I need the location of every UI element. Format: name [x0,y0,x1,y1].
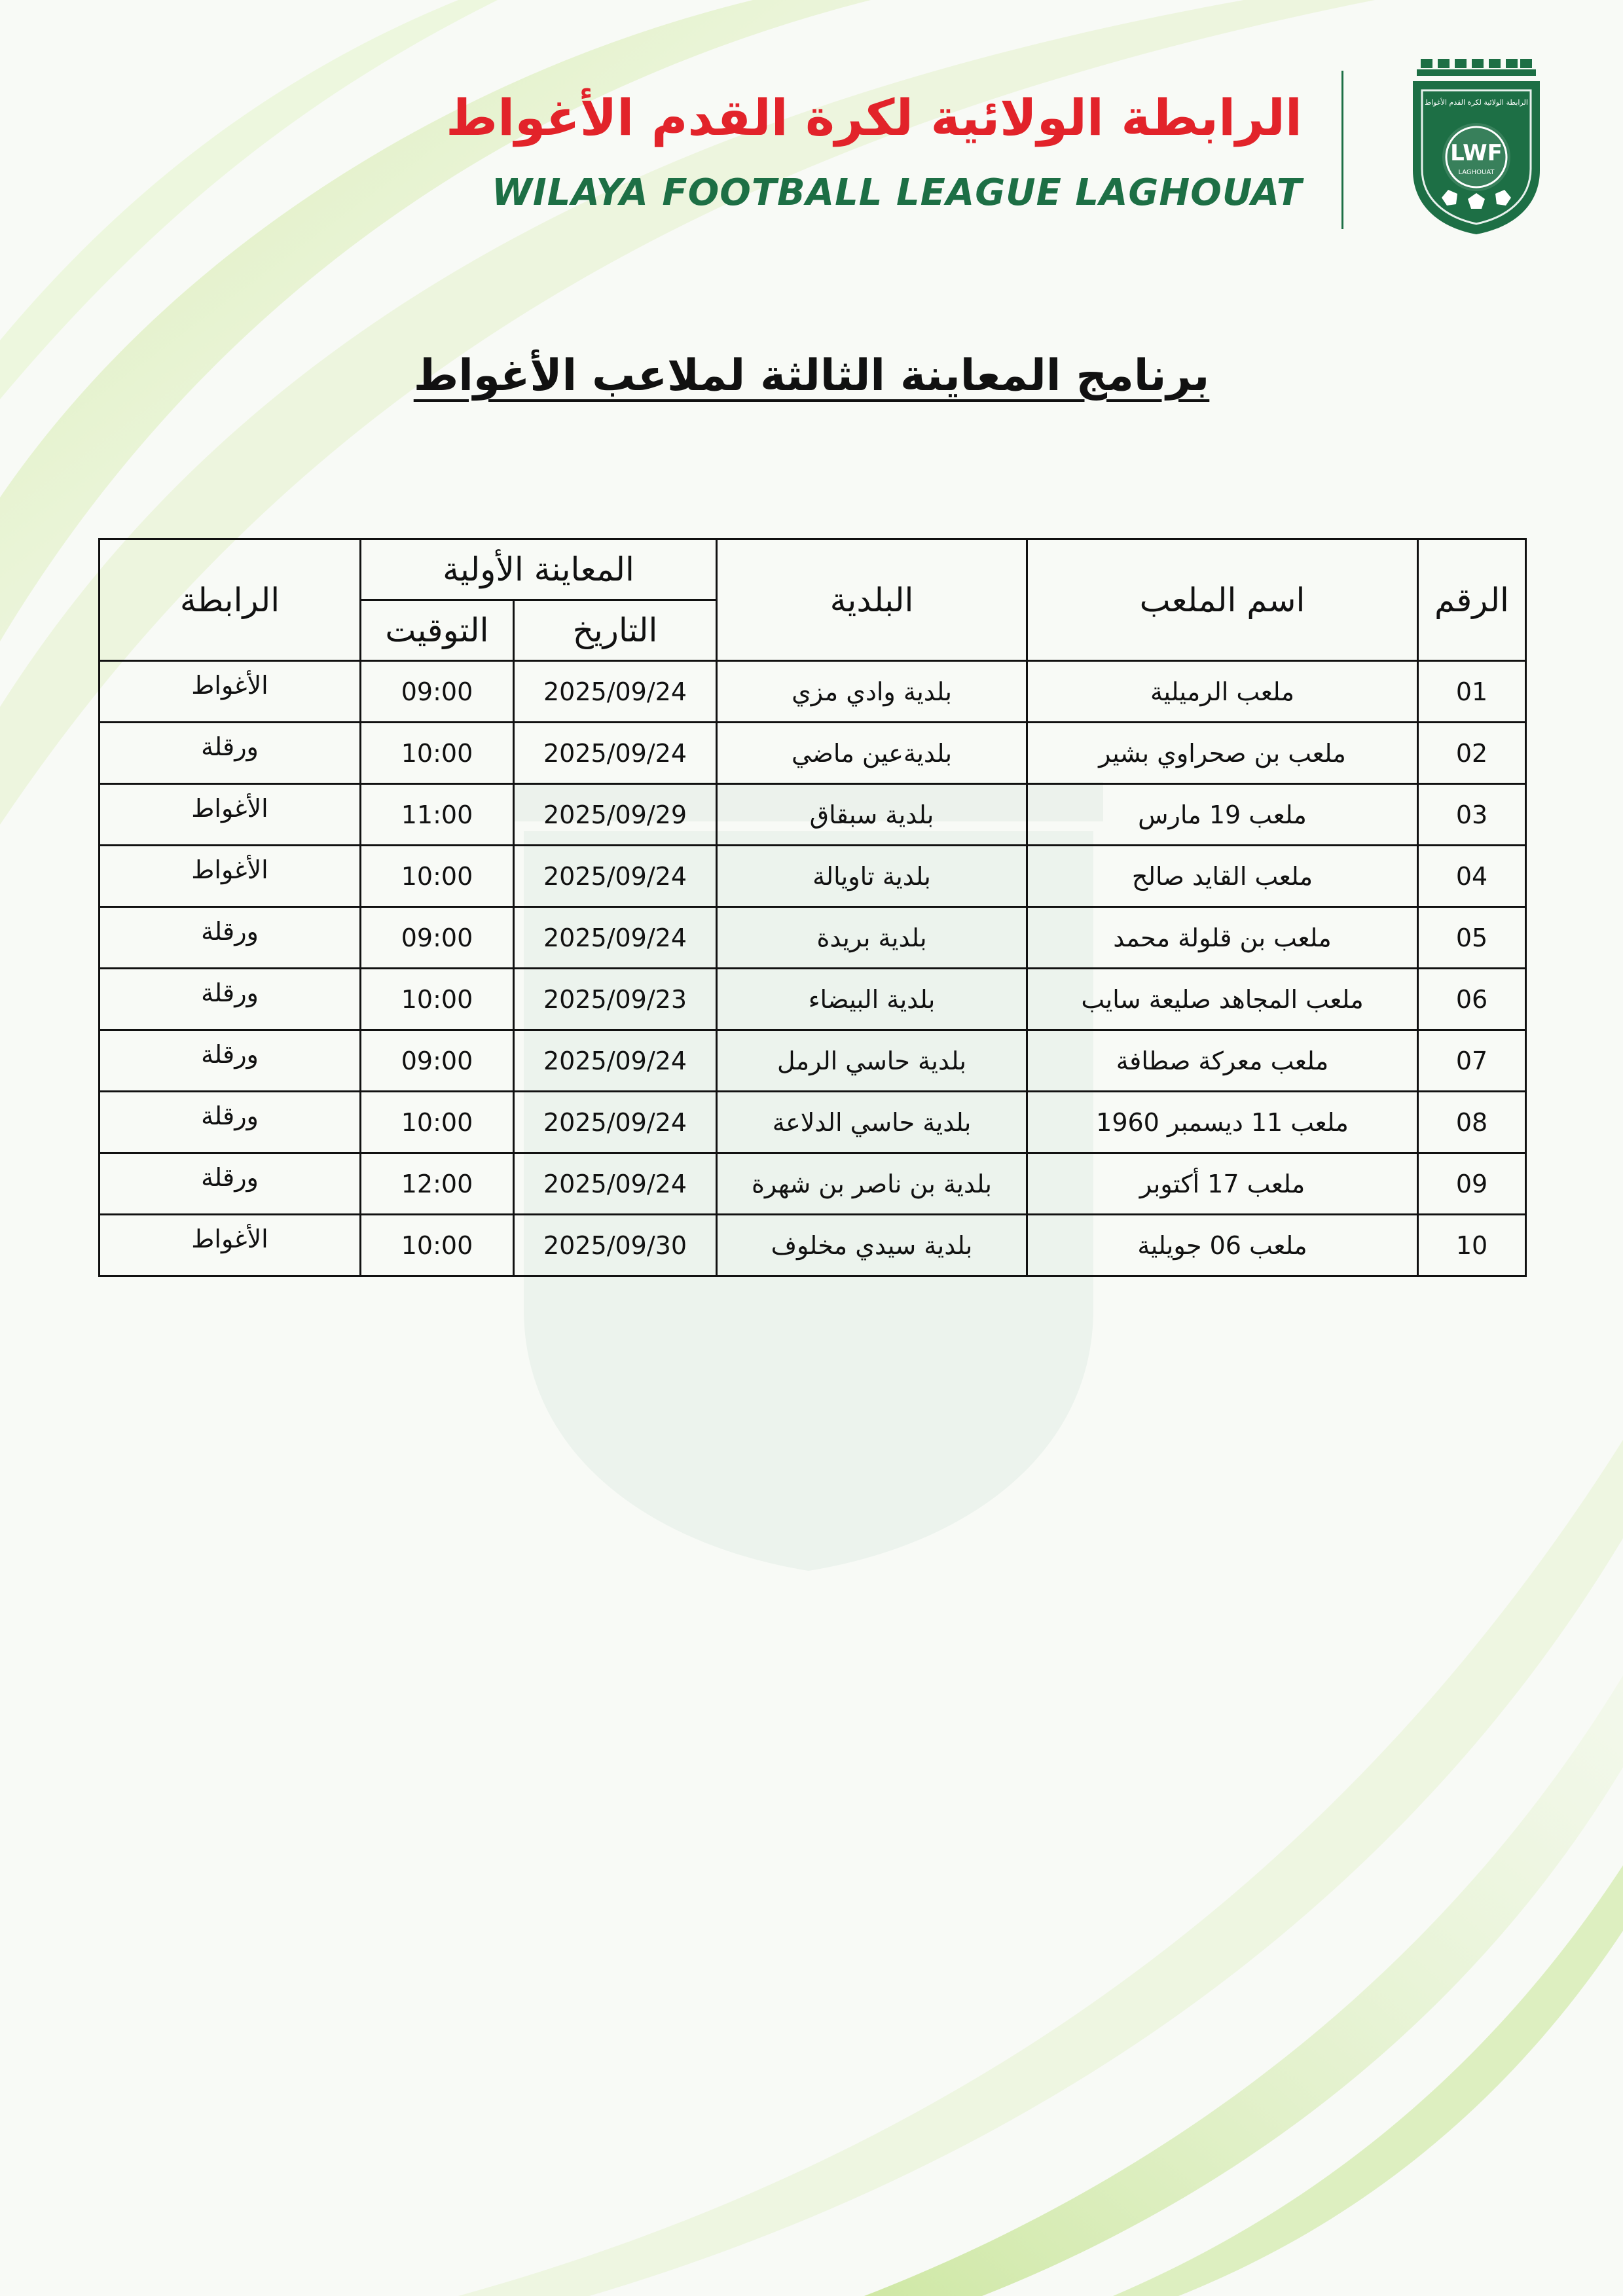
cell-stadium: ملعب بن صحراوي بشير [1027,723,1418,784]
table-row [100,1092,1526,1153]
cell-time: 11:00 [361,784,514,846]
table-row [100,969,1526,1030]
cell-municipality: بلدية بريدة [717,907,1027,969]
cell-time: 10:00 [361,723,514,784]
cell-number: 01 [1418,661,1526,723]
cell-municipality: بلدية حاسي الدلاعة [717,1092,1027,1153]
logo-arc-text: الرابطة الولائية لكرة القدم الأغواط [1425,98,1528,107]
cell-date: 2025/09/24 [514,846,717,907]
cell-date: 2025/09/29 [514,784,717,846]
table-header-row [100,539,1526,600]
cell-time: 09:00 [361,661,514,723]
cell-stadium: ملعب 06 جويلية [1027,1215,1418,1276]
cell-stadium: ملعب 11 ديسمبر 1960 [1027,1092,1418,1153]
table-row [100,1030,1526,1092]
cell-municipality: بلديةعين ماضي [717,723,1027,784]
cell-date: 2025/09/24 [514,723,717,784]
cell-league: الأغواط [100,1215,361,1276]
league-title-english: WILAYA FOOTBALL LEAGUE LAGHOUAT [492,171,1302,214]
cell-league: ورقلة [100,723,361,784]
cell-stadium: ملعب 19 مارس [1027,784,1418,846]
header-divider [1341,71,1343,229]
league-title-arabic: الرابطة الولائية لكرة القدم الأغواط [446,88,1302,147]
table-row [100,661,1526,723]
header-time: التوقيت [361,600,514,661]
cell-municipality: بلدية تاويالة [717,846,1027,907]
battlement-icon [1417,59,1536,76]
cell-stadium: ملعب معركة صطافة [1027,1030,1418,1092]
cell-date: 2025/09/24 [514,1030,717,1092]
cell-date: 2025/09/24 [514,1092,717,1153]
cell-league: ورقلة [100,1030,361,1092]
cell-number: 04 [1418,846,1526,907]
cell-league: ورقلة [100,969,361,1030]
cell-date: 2025/09/24 [514,661,717,723]
cell-stadium: ملعب المجاهد صليعة سايب [1027,969,1418,1030]
cell-municipality: بلدية بن ناصر بن شهرة [717,1153,1027,1215]
header-number: الرقم [1418,539,1526,661]
cell-date: 2025/09/24 [514,1153,717,1215]
cell-number: 05 [1418,907,1526,969]
table-row [100,784,1526,846]
cell-date: 2025/09/30 [514,1215,717,1276]
cell-time: 09:00 [361,1030,514,1092]
cell-league: ورقلة [100,907,361,969]
cell-league: الأغواط [100,661,361,723]
cell-number: 03 [1418,784,1526,846]
cell-time: 10:00 [361,1092,514,1153]
cell-municipality: بلدية وادي مزي [717,661,1027,723]
table-row [100,846,1526,907]
table-row [100,723,1526,784]
cell-league: ورقلة [100,1092,361,1153]
cell-time: 10:00 [361,1215,514,1276]
header-initial-inspection: المعاينة الأولية [361,539,717,600]
cell-stadium: ملعب بن قلولة محمد [1027,907,1418,969]
cell-number: 06 [1418,969,1526,1030]
cell-municipality: بلدية سيدي مخلوف [717,1215,1027,1276]
cell-league: الأغواط [100,784,361,846]
cell-league: الأغواط [100,846,361,907]
table-row [100,1215,1526,1276]
header-league: الرابطة [100,539,361,661]
logo-lwf-text: LWF [1450,140,1503,166]
cell-stadium: ملعب 17 أكتوبر [1027,1153,1418,1215]
header-stadium: اسم الملعب [1027,539,1418,661]
document-header [0,0,1623,249]
inspection-schedule-table [98,538,1527,1277]
cell-number: 10 [1418,1215,1526,1276]
cell-league: ورقلة [100,1153,361,1215]
cell-number: 07 [1418,1030,1526,1092]
cell-municipality: بلدية سبقاق [717,784,1027,846]
header-municipality: البلدية [717,539,1027,661]
cell-stadium: ملعب القايد صالح [1027,846,1418,907]
cell-time: 09:00 [361,907,514,969]
table-row [100,907,1526,969]
cell-number: 09 [1418,1153,1526,1215]
logo-laghouat-text: LAGHOUAT [1458,169,1495,176]
cell-stadium: ملعب الرميلية [1027,661,1418,723]
cell-number: 02 [1418,723,1526,784]
cell-date: 2025/09/24 [514,907,717,969]
cell-municipality: بلدية البيضاء [717,969,1027,1030]
header-date: التاريخ [514,600,717,661]
cell-municipality: بلدية حاسي الرمل [717,1030,1027,1092]
lwf-logo [1408,59,1545,236]
cell-date: 2025/09/23 [514,969,717,1030]
cell-time: 12:00 [361,1153,514,1215]
table-row [100,1153,1526,1215]
page-title-wrapper [0,350,1623,401]
cell-time: 10:00 [361,846,514,907]
cell-time: 10:00 [361,969,514,1030]
cell-number: 08 [1418,1092,1526,1153]
page-title: برنامج المعاينة الثالثة لملاعب الأغواط [413,350,1210,401]
